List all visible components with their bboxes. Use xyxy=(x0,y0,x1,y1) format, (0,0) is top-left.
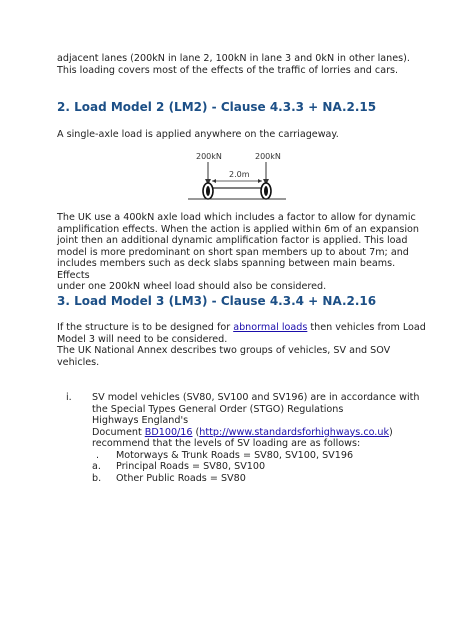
sv-vehicles-list xyxy=(92,392,437,484)
lm3-p2-line-1: The UK National Annex describes two groups of vehicles, SV and SOV xyxy=(57,345,391,356)
wheel-right xyxy=(261,183,271,199)
sub-item-other xyxy=(92,473,437,485)
wheel-left xyxy=(203,183,213,199)
sub-text-1: Motorways & Trunk Roads = SV80, SV100, SV196 xyxy=(116,449,354,461)
load-label-left: 200kN xyxy=(196,152,222,161)
lm2-para-line-4: model is more predominant on short span members up to about 7m; and xyxy=(57,246,409,258)
load-arrow-right xyxy=(263,162,269,185)
sub-marker-2: a. xyxy=(92,461,101,472)
list-line-1: SV model vehicles (SV80, SV100 and SV196) are in accordance with xyxy=(92,392,420,403)
dimension-line xyxy=(212,179,262,183)
list-line-4 xyxy=(92,427,437,439)
sub-marker-1: . xyxy=(96,449,100,461)
lm3-p1-text: If the structure is to be designed for xyxy=(57,322,234,333)
load-label-right: 200kN xyxy=(255,152,281,161)
standards-website-link[interactable]: http://www.standardsforhighways.co.uk xyxy=(199,426,389,438)
intro-line-2: This loading covers most of the effects of the traffic of lorries and cars. xyxy=(57,64,399,76)
lm2-para-line-2: amplification effects. When the action is applied within 6m of an expansion xyxy=(57,223,419,235)
list-line-3: Highways England's xyxy=(92,415,189,426)
abnormal-loads-link[interactable]: abnormal loads xyxy=(233,322,308,333)
paren-close: ) xyxy=(389,426,393,438)
lm3-p2-line-2: vehicles. xyxy=(57,356,100,368)
lm2-para-line-1: The UK use a 400kN axle load which includes a factor to allow for dynamic xyxy=(57,212,416,223)
sub-text-2: Principal Roads = SV80, SV100 xyxy=(116,461,266,472)
paren-open: ( xyxy=(192,426,200,438)
sub-marker-3: b. xyxy=(92,472,102,484)
list-line-5: recommend that the levels of SV loading are as follows: xyxy=(92,438,361,449)
bd100-link[interactable]: BD100/16 xyxy=(144,426,193,438)
load-arrow-left xyxy=(205,162,211,185)
lm2-para-line-6: under one 200kN wheel load should also be considered. xyxy=(57,281,327,292)
sub-text-3: Other Public Roads = SV80 xyxy=(116,472,246,484)
sub-item-principal xyxy=(92,461,437,473)
lm2-heading: 2. Load Model 2 (LM2) - Clause 4.3.3 + NA.2.15 xyxy=(57,100,377,114)
document-label: Document xyxy=(92,426,145,438)
lm3-p1-text-after: then vehicles from Load xyxy=(307,322,426,333)
lm2-intro: A single-axle load is applied anywhere on the carriageway. xyxy=(57,129,339,140)
lm3-heading: 3. Load Model 3 (LM3) - Clause 4.3.4 + NA.2.16 xyxy=(57,294,377,308)
list-marker-i: i. xyxy=(66,392,72,403)
spacing-label: 2.0m xyxy=(229,170,250,179)
lm3-p1-line-2: Model 3 will need to be considered. xyxy=(57,333,228,345)
list-line-2: the Special Types General Order (STGO) Regulations xyxy=(92,403,344,415)
lm2-paragraph xyxy=(57,212,429,293)
sub-item-motorways xyxy=(92,450,437,462)
lm2-para-line-5: includes members such as deck slabs spanning between main beams. Effects xyxy=(57,258,396,281)
lm2-para-line-3: joint then an additional dynamic amplification factor is applied. This load xyxy=(57,235,408,246)
intro-line-1: adjacent lanes (200kN in lane 2, 100kN in lane 3 and 0kN in other lanes). xyxy=(57,53,410,64)
lm3-paragraph-1 xyxy=(57,322,429,368)
